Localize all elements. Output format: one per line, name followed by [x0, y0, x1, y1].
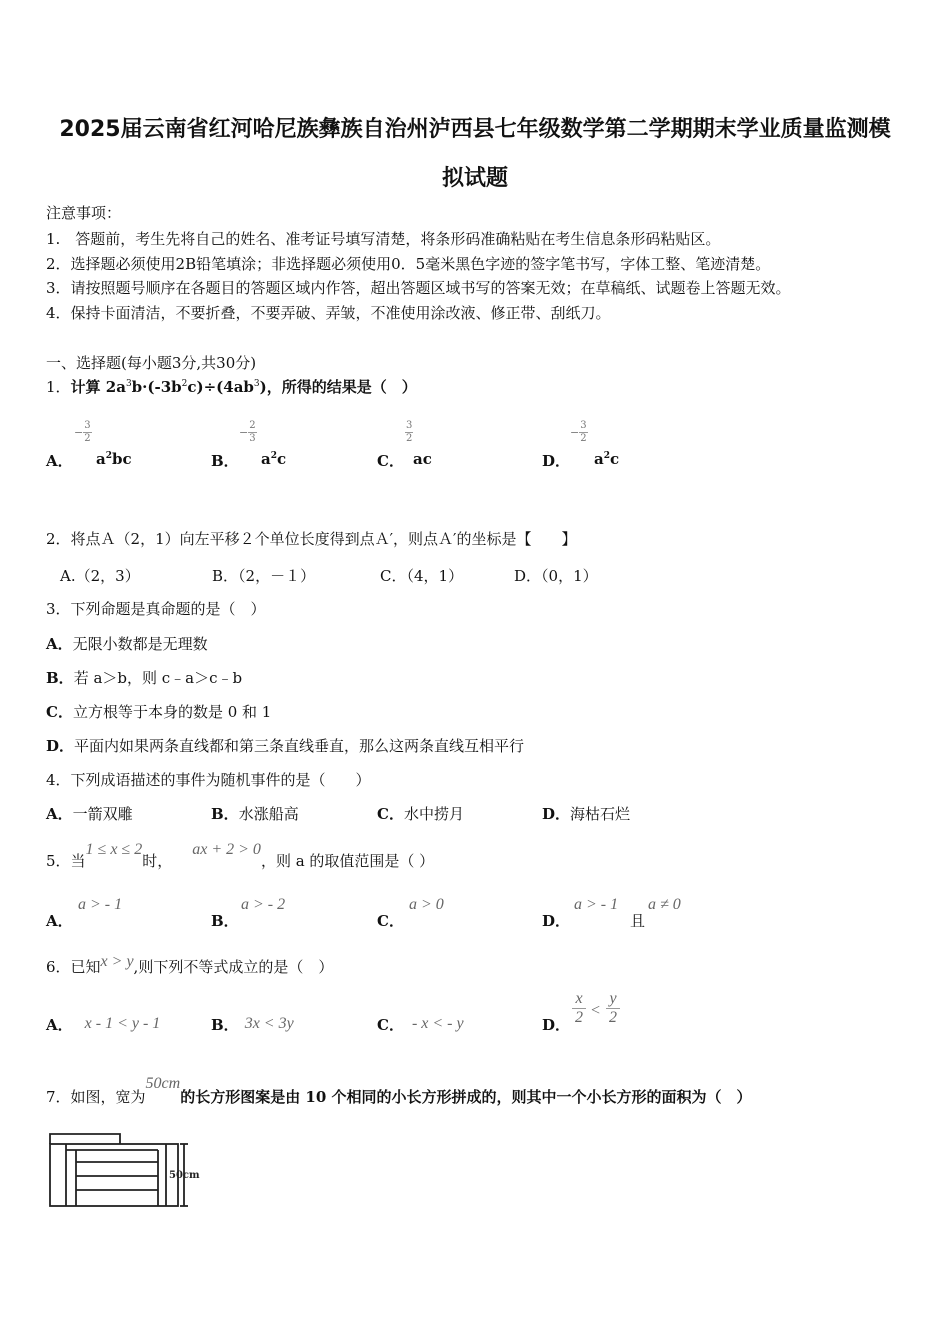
q3-option-d[interactable]: D．平面内如果两条直线都和第三条直线垂直，那么这两条直线互相平行 [46, 737, 525, 755]
question-7-stem: 7．如图，宽为50cm的长方形图案是由 10 个相同的小长方形拼成的，则其中一个小长方形的面积为（ ） [46, 1075, 752, 1106]
q2-option-c[interactable]: C．（4，1） [380, 567, 464, 585]
q5-option-d[interactable]: D． a > - 1 且 a ≠ 0 [542, 896, 681, 930]
q5-option-b[interactable]: B． a > - 2 [211, 896, 286, 930]
q6-option-c[interactable]: C． - x < - y [377, 1015, 464, 1034]
notice-item-4: 4．保持卡面清洁，不要折叠，不要弄破、弄皱，不准使用涂改液、修正带、刮纸刀。 [46, 304, 611, 322]
q4-option-a[interactable]: A．一箭双雕 [46, 805, 133, 823]
notice-item-2: 2．选择题必须使用2B铅笔填涂；非选择题必须使用0．5毫米黑色字迹的签字笔书写，字体工整、笔迹清楚。 [46, 255, 771, 273]
q4-option-b[interactable]: B．水涨船高 [211, 805, 299, 823]
q3-option-b[interactable]: B．若 a＞b，则 c﹣a＞c﹣b [46, 669, 243, 687]
q6-option-b[interactable]: B． 3x < 3y [211, 1015, 294, 1034]
q5-option-a[interactable]: A． a > - 1 [46, 896, 123, 930]
exam-title-line2: 拟试题 [441, 166, 508, 191]
q2-option-a[interactable]: A.（2，3） [60, 567, 140, 585]
q2-option-b[interactable]: B．（2，－１） [212, 567, 316, 585]
question-3-stem: 3．下列命题是真命题的是（ ） [46, 600, 266, 618]
question-4-stem: 4．下列成语描述的事件为随机事件的是（ ） [46, 771, 371, 789]
section-heading: 一、选择题(每小题3分,共30分) [46, 354, 257, 372]
q4-option-c[interactable]: C．水中捞月 [377, 805, 464, 823]
question-2-stem: 2．将点Ａ（2，1）向左平移２个单位长度得到点Ａ′，则点Ａ′的坐标是【 】 [46, 530, 577, 548]
top-tab [50, 1134, 120, 1144]
q3-option-c[interactable]: C．立方根等于本身的数是 0 和 1 [46, 703, 272, 721]
q3-option-a[interactable]: A．无限小数都是无理数 [46, 635, 208, 653]
q4-option-d[interactable]: D．海枯石烂 [542, 805, 631, 823]
notice-item-1: 1. 答题前，考生先将自己的姓名、准考证号填写清楚，将条形码准确粘贴在考生信息条形码粘贴区。 [46, 230, 721, 248]
notice-heading: 注意事项： [46, 204, 122, 222]
question-1-stem: 1．计算 $2a^3b\cdot(-3b^2c)\div(4ab^3)$，所得的结果是（ ） [46, 378, 417, 396]
exam-page: 2025届云南省红河哈尼族彝族自治州泸西县七年级数学第二学期期末学业质量监测模 拟试题 注意事项： 1. 答题前，考生先将自己的姓名、准考证号填写清楚，将条形码准确粘贴在考生信息条形码粘贴区。 2．选择题必须使用2B铅笔填涂；非选择题必须使用0．5毫米黑色字迹的签字笔书写，字体工整、笔迹清楚。 3．请按照题号顺序在各题目的答题区域内作答，超出答题区域书写的答案无效；在草稿纸、试题卷上答题无效。 4．保持卡面清洁，不要折叠，不要弄破、弄皱，不准使用涂改液、修正带、刮纸刀。 一、选择题(每小题3分,共30分) 1．计算 $2a^3b\cdot(-3b^2c)\div(4ab^3)$，所得的结果是（ ） − $\frac{3}{2}$ A． $a^2bc$ − $\frac{2}{3}$ B． $a^2c$ $\frac{3}{2}$ C． ac − $\frac{3}{2}$ D． $a^2c$ 2．将点Ａ（2，1）向左平移２个单位长度得到点Ａ′，则点Ａ′的坐标是【 】 A.（2，3） B．（2，－１） C．（4，1） D．（0，1） 3．下列命题是真命题的是（ ） A．无限小数都是无理数 B．若 a＞b，则 c﹣a＞c﹣b C．立方根等于本身的数是 0 和 1 D．平面内如果两条直线都和第三条直线垂直，那么这两条直线互相平行 4．下列成语描述的事件为随机事件的是（ ） A．一箭双雕 B．水涨船高 C．水中捞月 D．海枯石烂 5．当1 ≤ x ≤ 2时，ax + 2 > 0，则 a 的取值范围是（ ） A． a > - 1 B． a > - 2 C． a > 0 D． a > - 1 且 a ≠ 0 6．已知x > y,则下列不等式成立的是（ ） A． x - 1 < y - 1 B． 3x < 3y C． - x < - y D． x 2 < y 2 7．如图，宽为50cm的长方形图案是由 10 个相同的小长方形拼成的，则其中一个小长方形的面积为（ ） 50cm [0, 0, 950, 1344]
q6-option-d[interactable]: D． x 2 < y 2 [542, 990, 662, 1040]
q2-option-d[interactable]: D．（0，1） [514, 567, 598, 585]
rectangle-pattern-figure [48, 1132, 208, 1212]
q6-option-a[interactable]: A． x - 1 < y - 1 [46, 1015, 161, 1034]
figure-width-label: 50cm [169, 1170, 200, 1181]
notice-item-3: 3．请按照题号顺序在各题目的答题区域内作答，超出答题区域书写的答案无效；在草稿纸、试题卷上答题无效。 [46, 279, 791, 297]
q5-option-c[interactable]: C． a > 0 [377, 896, 444, 930]
exam-title-line1: 2025届云南省红河哈尼族彝族自治州泸西县七年级数学第二学期期末学业质量监测模 [59, 117, 891, 142]
question-5-stem: 5．当1 ≤ x ≤ 2时，ax + 2 > 0，则 a 的取值范围是（ ） [46, 841, 435, 870]
question-6-stem: 6．已知x > y,则下列不等式成立的是（ ） [46, 953, 334, 976]
